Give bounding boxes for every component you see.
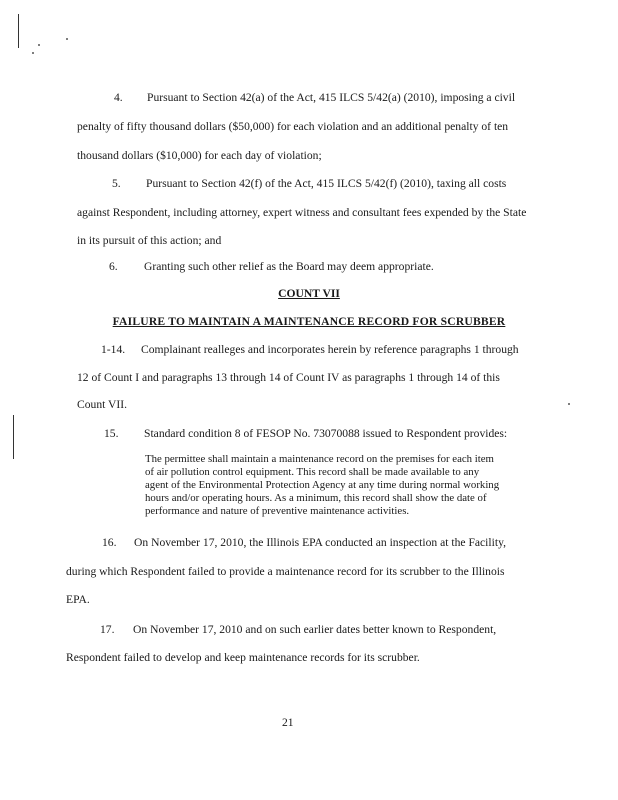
paragraph-4-line: Pursuant to Section 42(a) of the Act, 415 ILCS 5/42(a) (2010), imposing a civil <box>147 91 516 104</box>
scan-speck <box>32 52 34 54</box>
paragraph-4-line: penalty of fifty thousand dollars ($50,000) for each violation and an additional penalty of ten <box>77 120 509 133</box>
scan-margin-mark <box>13 415 14 459</box>
paragraph-4-line: thousand dollars ($10,000) for each day of violation; <box>77 149 322 162</box>
quoted-condition-line: performance and nature of preventive maintenance activities. <box>145 505 410 517</box>
scan-margin-mark <box>18 14 19 48</box>
paragraph-5-line: Pursuant to Section 42(f) of the Act, 415 ILCS 5/42(f) (2010), taxing all costs <box>146 177 507 190</box>
paragraph-16-line: On November 17, 2010, the Illinois EPA conducted an inspection at the Facility, <box>134 536 507 549</box>
paragraph-4-number: 4. <box>114 91 123 104</box>
paragraph-5-number: 5. <box>112 177 121 190</box>
paragraph-1-14-number: 1-14. <box>101 343 126 356</box>
count-heading: COUNT VII <box>278 287 340 300</box>
scan-speck <box>38 44 40 46</box>
paragraph-16-number: 16. <box>102 536 117 549</box>
paragraph-17-line: On November 17, 2010 and on such earlier dates better known to Respondent, <box>133 623 497 636</box>
quoted-condition-line: The permittee shall maintain a maintenance record on the premises for each item <box>145 453 494 465</box>
quoted-condition-line: of air pollution control equipment. This record shall be made available to any <box>145 466 480 478</box>
page-number: 21 <box>282 716 294 729</box>
paragraph-15-line: Standard condition 8 of FESOP No. 73070088 issued to Respondent provides: <box>144 427 508 440</box>
paragraph-17-number: 17. <box>100 623 115 636</box>
paragraph-5-line: in its pursuit of this action; and <box>77 234 222 247</box>
paragraph-16-line: EPA. <box>66 593 90 606</box>
paragraph-6-number: 6. <box>109 260 118 273</box>
scan-speck <box>66 38 68 40</box>
count-title: FAILURE TO MAINTAIN A MAINTENANCE RECORD FOR SCRUBBER <box>112 315 506 328</box>
quoted-condition-line: agent of the Environmental Protection Agency at any time during normal working <box>145 479 500 491</box>
paragraph-16-line: during which Respondent failed to provide a maintenance record for its scrubber to the Illinois <box>66 565 505 578</box>
paragraph-15-number: 15. <box>104 427 119 440</box>
paragraph-5-line: against Respondent, including attorney, expert witness and consultant fees expended by the State <box>77 206 527 219</box>
scan-speck <box>568 403 570 405</box>
paragraph-6-line: Granting such other relief as the Board may deem appropriate. <box>144 260 434 273</box>
paragraph-1-14-line: Complainant realleges and incorporates herein by reference paragraphs 1 through <box>141 343 519 356</box>
paragraph-1-14-line: Count VII. <box>77 398 128 411</box>
paragraph-17-line: Respondent failed to develop and keep maintenance records for its scrubber. <box>66 651 420 664</box>
paragraph-1-14-line: 12 of Count I and paragraphs 13 through 14 of Count IV as paragraphs 1 through 14 of this <box>77 371 500 384</box>
quoted-condition-line: hours and/or operating hours. As a minimum, this record shall show the date of <box>145 492 487 504</box>
